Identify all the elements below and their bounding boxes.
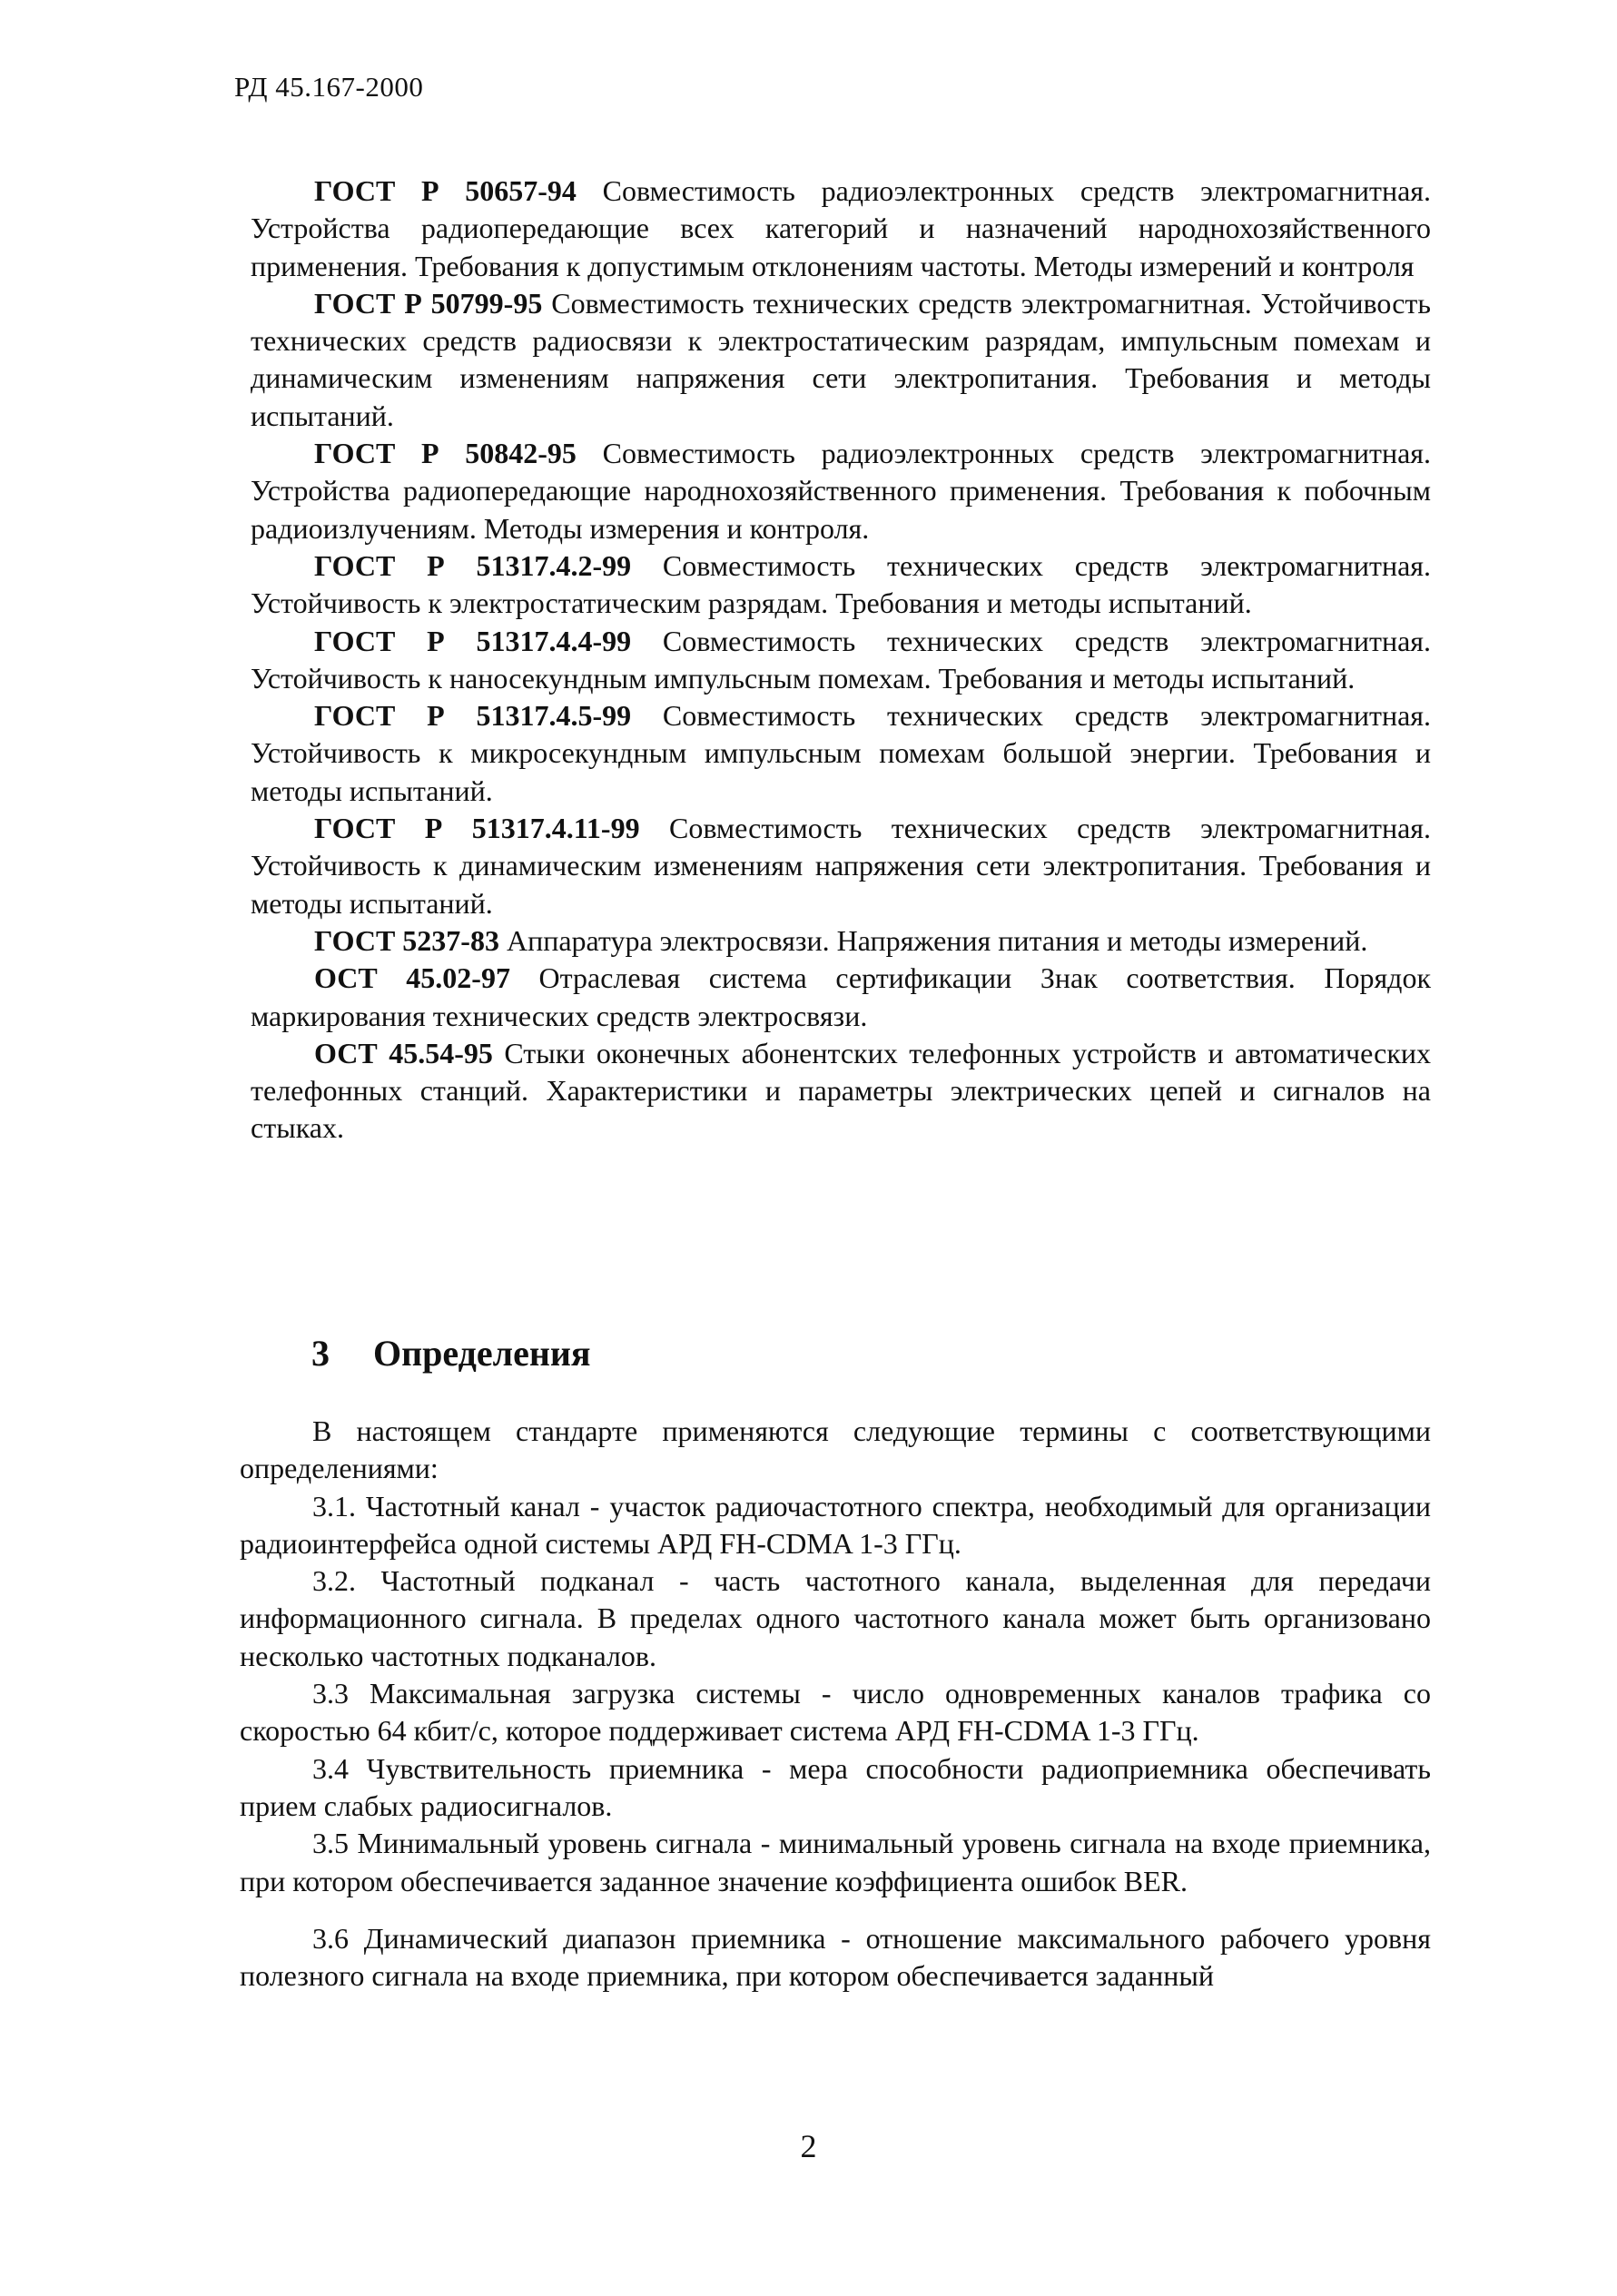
reference-text: Совместимость технических средств электромагнитная. Устойчивость к наносекундным импульсным помехам. Требования и методы испытаний. xyxy=(251,624,1432,695)
definitions-list xyxy=(240,1413,1431,1995)
reference-code: ОСТ 45.54-95 xyxy=(314,1036,493,1069)
reference-code: ГОСТ Р 51317.4.5-99 xyxy=(314,699,632,733)
reference-text: Совместимость технических средств электромагнитная. Устойчивость к микросекундным импульсным помехам большой энергии. Требования и методы испытаний. xyxy=(251,699,1432,807)
definition-item: 3.5 Минимальный уровень сигнала - минимальный уровень сигнала на входе приемника, при котором обеспечивается заданное значение коэффициента ошибок BER. xyxy=(240,1827,1431,1897)
page-number: 2 xyxy=(800,2128,817,2164)
reference-code: ОСТ 45.02-97 xyxy=(314,961,510,995)
reference-item xyxy=(251,810,1431,922)
definition-item: 3.6 Динамический диапазон приемника - отношение максимального рабочего уровня полезного сигнала на входе приемника, при котором обеспечивается заданный xyxy=(240,1921,1431,1993)
reference-item xyxy=(251,960,1431,1035)
reference-text: Совместимость технических средств электромагнитная. Устойчивость к электростатическим разрядам. Требования и методы испытаний. xyxy=(251,548,1432,620)
section-heading xyxy=(311,1332,591,1375)
reference-item xyxy=(251,172,1431,285)
document-id: РД 45.167-2000 xyxy=(234,71,424,103)
reference-code: ГОСТ Р 50842-95 xyxy=(314,437,577,470)
definitions-intro: В настоящем стандарте применяются следующие термины с соответствующими определениями: xyxy=(240,1414,1431,1485)
reference-text: Совместимость радиоэлектронных средств электромагнитная. Устройства радиопередающие всех категорий и назначений народнохозяйственного применения. Требования к допустимым отклонениям частоты. Методы измерений и контроля xyxy=(251,174,1432,282)
reference-code: ГОСТ 5237-83 xyxy=(314,923,499,957)
reference-code: ГОСТ Р 50799-95 xyxy=(314,286,543,320)
reference-item xyxy=(251,623,1431,698)
reference-code: ГОСТ Р 51317.4.4-99 xyxy=(314,624,632,657)
reference-text: Совместимость радиоэлектронных средств электромагнитная. Устройства радиопередающие народнохозяйственного применения. Требования к побочным радиоизлучениям. Методы измерения и контроля. xyxy=(251,437,1432,545)
reference-text: Отраслевая система сертификации Знак соответствия. Порядок маркирования технических средств электросвязи. xyxy=(251,961,1432,1032)
reference-text: Стыки оконечных абонентских телефонных устройств и автоматических телефонных станций. Характеристики и параметры электрических цепей и сигналов на стыках. xyxy=(251,1036,1432,1145)
reference-text: Аппаратура электросвязи. Напряжения питания и методы измерений. xyxy=(498,923,1368,957)
reference-text: Совместимость технических средств электромагнитная. Устойчивость к динамическим изменениям напряжения сети электропитания. Требования и методы испытаний. xyxy=(251,812,1432,920)
reference-item xyxy=(251,435,1431,547)
reference-item xyxy=(251,697,1431,810)
reference-item xyxy=(251,1035,1431,1148)
reference-code: ГОСТ Р 51317.4.11-99 xyxy=(314,812,640,845)
section-title: Определения xyxy=(373,1333,591,1374)
reference-item xyxy=(251,547,1431,623)
reference-code: ГОСТ Р 51317.4.2-99 xyxy=(314,548,632,582)
section-number: 3 xyxy=(311,1333,330,1374)
reference-item xyxy=(251,285,1431,435)
reference-item xyxy=(251,922,1431,960)
references-list xyxy=(251,172,1431,1148)
definition-item: 3.4 Чувствительность приемника - мера способности радиоприемника обеспечивать прием слабых радиосигналов. xyxy=(240,1751,1431,1822)
definition-item: 3.1. Частотный канал - участок радиочастотного спектра, необходимый для организации радиоинтерфейса одной системы АРД FH-CDMA 1-3 ГГц. xyxy=(240,1489,1431,1560)
definition-item: 3.2. Частотный подканал - часть частотного канала, выделенная для передачи информационного сигнала. В пределах одного частотного канала может быть организовано несколько частотных подканалов. xyxy=(240,1564,1431,1672)
definition-item: 3.3 Максимальная загрузка системы - число одновременных каналов трафика со скоростью 64 кбит/с, которое поддерживает система АРД FH-CDMA 1-3 ГГц. xyxy=(240,1677,1431,1748)
reference-text: Совместимость технических средств электромагнитная. Устойчивость технических средств радиосвязи к электростатическим разрядам, импульсным помехам и динамическим изменениям напряжения сети электропитания. Требования и методы испытаний. xyxy=(251,286,1432,432)
reference-code: ГОСТ Р 50657-94 xyxy=(314,174,577,207)
